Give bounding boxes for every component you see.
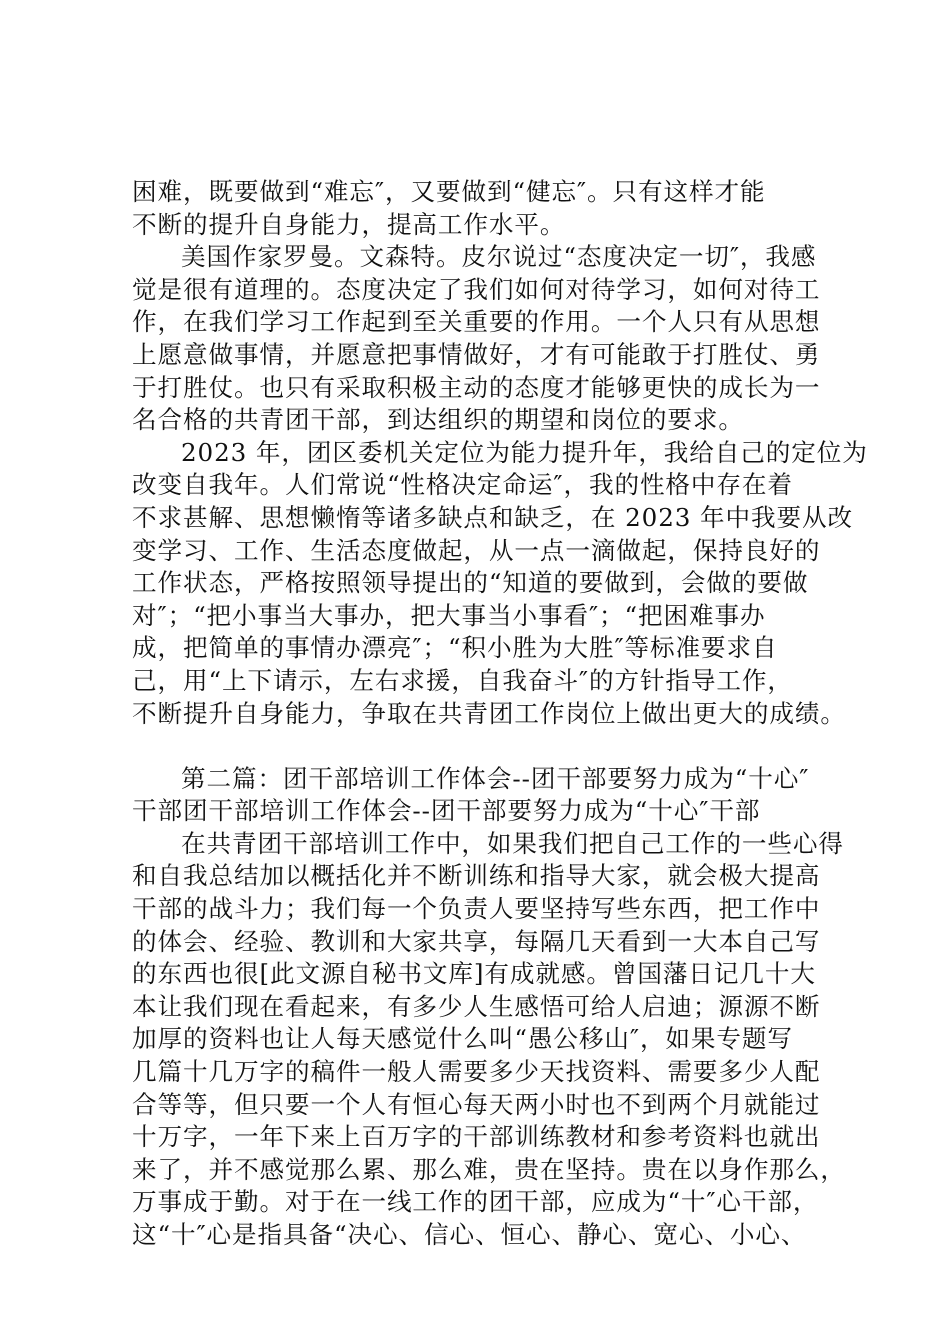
section-heading-line: 第二篇：团干部培训工作体会--团干部要努力成为“十心″ xyxy=(181,763,810,793)
text-line: 加厚的资料也让人每天感觉什么叫“愚公移山″，如果专题写 xyxy=(132,1024,793,1054)
text-line: 己，用“上下请示，左右求援，自我奋斗″的方针指导工作， xyxy=(132,665,793,695)
text-line: 这“十″心是指具备“决心、信心、恒心、静心、宽心、小心、 xyxy=(132,1220,807,1249)
text-line: 作，在我们学习工作起到至关重要的作用。一个人只有从思想 xyxy=(132,307,821,337)
text-line: 不断的提升自身能力，提高工作水平。 xyxy=(132,209,566,239)
text-line: 干部的战斗力；我们每一个负责人要坚持写些东西，把工作中 xyxy=(132,894,821,924)
text-line: 不求甚解、思想懒惰等诸多缺点和缺乏，在 2023 年中我要从改 xyxy=(132,502,853,532)
text-line: 万事成于勤。对于在一线工作的团干部，应成为“十″心干部， xyxy=(132,1187,819,1217)
text-line: 改变自我年。人们常说“性格决定命运″，我的性格中存在着 xyxy=(132,470,793,500)
text-line: 十万字，一年下来上百万字的干部训练教材和参考资料也就出 xyxy=(132,1122,821,1152)
text-line: 的东西也很[此文源自秘书文库]有成就感。曾国藩日记几十大 xyxy=(132,959,816,989)
text-line: 上愿意做事情，并愿意把事情做好，才有可能敢于打胜仗、勇 xyxy=(132,339,821,369)
section-heading-line: 干部团干部培训工作体会--团干部要努力成为“十心″干部 xyxy=(132,796,761,826)
text-line: 本让我们现在看起来，有多少人生感悟可给人启迪；源源不断 xyxy=(132,991,821,1021)
paragraph-start-line: 美国作家罗曼。文森特。皮尔说过“态度决定一切″，我感 xyxy=(181,242,817,272)
text-line: 于打胜仗。也只有采取积极主动的态度才能够更快的成长为一 xyxy=(132,372,821,402)
text-line: 变学习、工作、生活态度做起，从一点一滴做起，保持良好的 xyxy=(132,535,821,565)
text-line: 对″；“把小事当大事办，把大事当小事看″；“把困难事办 xyxy=(132,600,766,630)
text-line: 名合格的共青团干部，到达组织的期望和岗位的要求。 xyxy=(132,405,744,435)
paragraph-start-line: 2023 年，团区委机关定位为能力提升年，我给自己的定位为 xyxy=(181,437,868,467)
text-line: 和自我总结加以概括化并不断训练和指导大家，就会极大提高 xyxy=(132,861,821,891)
text-line: 不断提升自身能力，争取在共青团工作岗位上做出更大的成绩。 xyxy=(132,698,846,728)
text-line: 几篇十几万字的稿件一般人需要多少天找资料、需要多少人配 xyxy=(132,1057,821,1087)
text-line: 工作状态，严格按照领导提出的“知道的要做到，会做的要做 xyxy=(132,568,809,598)
document-body xyxy=(132,176,868,1252)
text-line: 来了，并不感觉那么累、那么难，贵在坚持。贵在以身作那么， xyxy=(132,1154,846,1184)
paragraph-gap xyxy=(132,730,832,763)
paragraph-start-line: 在共青团干部培训工作中，如果我们把自己工作的一些心得 xyxy=(181,828,844,858)
text-line: 成，把简单的事情办漂亮″；“积小胜为大胜″等标准要求自 xyxy=(132,633,778,663)
text-line: 的体会、经验、教训和大家共享，每隔几天看到一大本自己写 xyxy=(132,926,821,956)
text-line: 觉是很有道理的。态度决定了我们如何对待学习，如何对待工 xyxy=(132,274,821,304)
text-line: 合等等，但只要一个人有恒心每天两小时也不到两个月就能过 xyxy=(132,1089,821,1119)
text-line: 困难，既要做到“难忘″，又要做到“健忘″。只有这样才能 xyxy=(132,177,766,206)
